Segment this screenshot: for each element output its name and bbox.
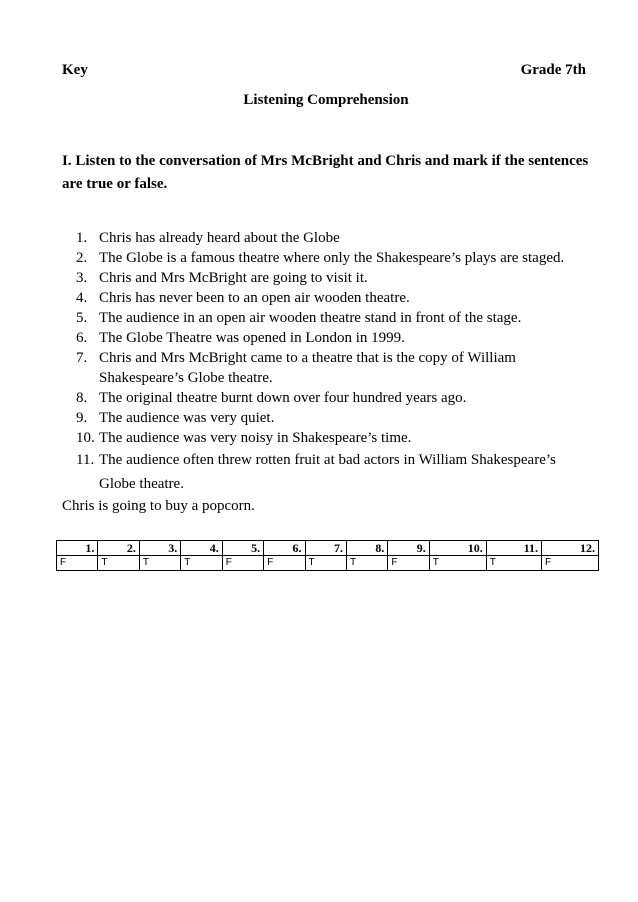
question-text: Chris has never been to an open air wooden theatre. xyxy=(99,290,410,306)
list-item xyxy=(76,288,596,308)
question-number: 2. xyxy=(76,250,88,266)
question-number: 1. xyxy=(76,230,88,246)
question-number: 5. xyxy=(76,310,88,326)
question-text: The original theatre burnt down over four hundred years ago. xyxy=(99,390,467,406)
list-item xyxy=(76,328,596,348)
table-row xyxy=(57,541,599,556)
answer-number-cell: 8. xyxy=(346,541,387,556)
page-title: Listening Comprehension xyxy=(243,92,409,108)
question-number: 9. xyxy=(76,410,88,426)
question-text: Chris and Mrs McBright came to a theatre that is the copy of William Shakespeare’s Globe theatre. xyxy=(99,350,516,386)
question-text: The audience in an open air wooden theatre stand in front of the stage. xyxy=(99,310,522,326)
answer-number-cell: 1. xyxy=(57,541,98,556)
list-item xyxy=(76,308,596,328)
list-item xyxy=(76,428,596,448)
list-item xyxy=(76,388,596,408)
answer-value-cell: F xyxy=(222,556,263,571)
question-number: 8. xyxy=(76,390,88,406)
question-text: The audience was very noisy in Shakespeare’s time. xyxy=(99,430,412,446)
answer-value-cell: T xyxy=(139,556,180,571)
answer-table xyxy=(56,540,599,571)
answer-number-cell: 4. xyxy=(181,541,222,556)
list-item xyxy=(76,228,596,248)
list-item xyxy=(76,248,596,268)
question-number: 6. xyxy=(76,330,88,346)
answer-value-cell: F xyxy=(388,556,429,571)
answer-number-cell: 3. xyxy=(139,541,180,556)
grade-label: Grade 7th xyxy=(520,62,586,78)
answer-number-cell: 11. xyxy=(486,541,541,556)
question-text: The audience often threw rotten fruit at bad actors in William Shakespeare’s Globe theatre. xyxy=(99,452,556,492)
question-text: The Globe is a famous theatre where only the Shakespeare’s plays are staged. xyxy=(99,250,565,266)
question-list xyxy=(76,228,596,496)
question-number: 4. xyxy=(76,290,88,306)
question-text: Chris and Mrs McBright are going to visit it. xyxy=(99,270,368,286)
section-instruction: I. Listen to the conversation of Mrs McBright and Chris and mark if the sentences are true or false. xyxy=(62,153,589,192)
answer-number-cell: 10. xyxy=(429,541,486,556)
list-item xyxy=(76,348,596,388)
question-text: Chris has already heard about the Globe xyxy=(99,230,340,246)
question-number: 3. xyxy=(76,270,88,286)
list-item xyxy=(76,448,596,496)
question-number: 10. xyxy=(76,430,95,446)
table-row xyxy=(57,556,599,571)
list-item xyxy=(76,268,596,288)
answer-value-cell: T xyxy=(346,556,387,571)
question-text: The audience was very quiet. xyxy=(99,410,275,426)
answer-value-cell: F xyxy=(57,556,98,571)
key-label: Key xyxy=(62,62,88,78)
answer-number-cell: 5. xyxy=(222,541,263,556)
answer-value-cell: T xyxy=(429,556,486,571)
answer-value-cell: T xyxy=(181,556,222,571)
answer-number-cell: 6. xyxy=(264,541,305,556)
answer-value-cell: T xyxy=(98,556,139,571)
list-item xyxy=(76,408,596,428)
answer-number-cell: 9. xyxy=(388,541,429,556)
question-text: The Globe Theatre was opened in London in 1999. xyxy=(99,330,405,346)
answer-number-cell: 12. xyxy=(542,541,599,556)
answer-value-cell: F xyxy=(264,556,305,571)
answer-number-cell: 2. xyxy=(98,541,139,556)
extra-sentence: Chris is going to buy a popcorn. xyxy=(62,498,255,514)
answer-number-cell: 7. xyxy=(305,541,346,556)
answer-value-cell: T xyxy=(486,556,541,571)
answer-value-cell: F xyxy=(542,556,599,571)
question-number: 11. xyxy=(76,452,95,468)
question-number: 7. xyxy=(76,350,88,366)
answer-value-cell: T xyxy=(305,556,346,571)
